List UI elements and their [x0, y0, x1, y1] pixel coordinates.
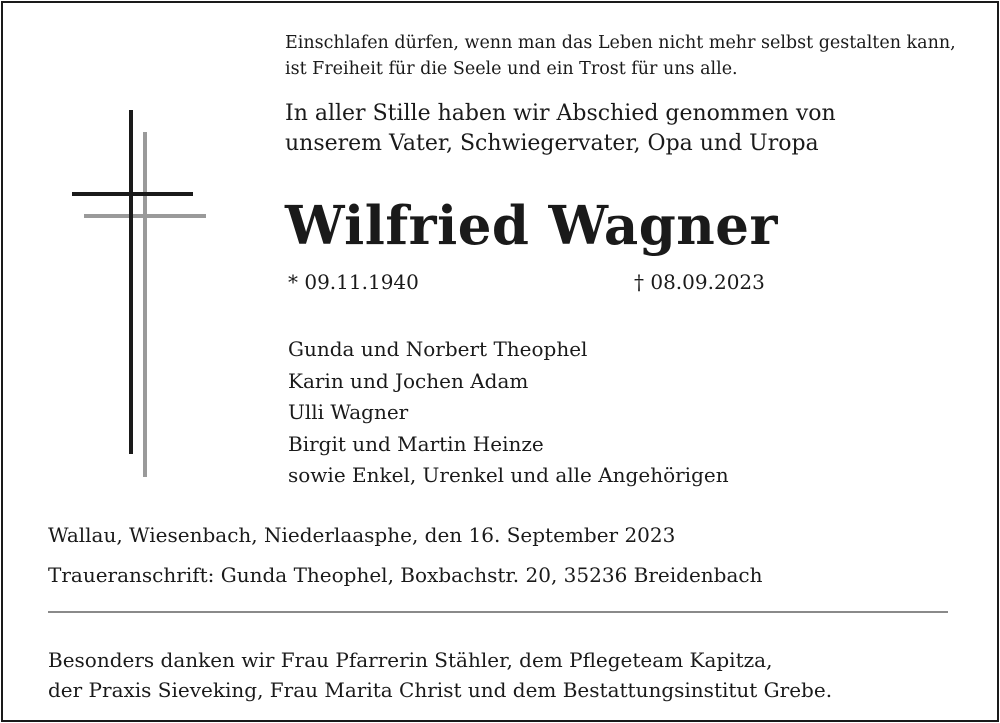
intro-text	[285, 99, 836, 159]
cross-black-horizontal	[72, 192, 193, 196]
mourner-item: Karin und Jochen Adam	[288, 368, 529, 393]
death-date: † 08.09.2023	[634, 270, 765, 294]
cross-grey-vertical	[143, 132, 147, 477]
place-date: Wallau, Wiesenbach, Niederlaasphe, den 16. September 2023	[48, 523, 676, 547]
intro-line-1: In aller Stille haben wir Abschied genommen von	[285, 101, 836, 126]
thanks-line-1: Besonders danken wir Frau Pfarrerin Stähler, dem Pflegeteam Kapitza,	[48, 648, 773, 672]
motto-line-1: Einschlafen dürfen, wenn man das Leben nicht mehr selbst gestalten kann,	[285, 33, 956, 53]
motto-quote	[285, 30, 956, 82]
motto-line-2: ist Freiheit für die Seele und ein Trost für uns alle.	[285, 59, 738, 79]
mourners-list	[288, 334, 729, 492]
thanks-note	[48, 645, 832, 705]
mourner-item: Ulli Wagner	[288, 400, 409, 424]
birth-date: * 09.11.1940	[288, 270, 419, 294]
mourner-item: Gunda und Norbert Theophel	[288, 337, 588, 361]
cross-black-vertical	[129, 110, 133, 454]
intro-line-2: unserem Vater, Schwiegervater, Opa und Uropa	[285, 131, 819, 156]
mourner-item: Birgit und Martin Heinze	[288, 431, 544, 456]
mourner-item: sowie Enkel, Urenkel und alle Angehörigen	[288, 463, 729, 487]
deceased-name: Wilfried Wagner	[285, 195, 778, 257]
divider	[48, 611, 948, 613]
cross-grey-horizontal	[84, 214, 206, 218]
thanks-line-2: der Praxis Sieveking, Frau Marita Christ und dem Bestattungsinstitut Grebe.	[48, 678, 833, 702]
mourning-address: Traueranschrift: Gunda Theophel, Boxbachstr. 20, 35236 Breidenbach	[48, 563, 763, 587]
